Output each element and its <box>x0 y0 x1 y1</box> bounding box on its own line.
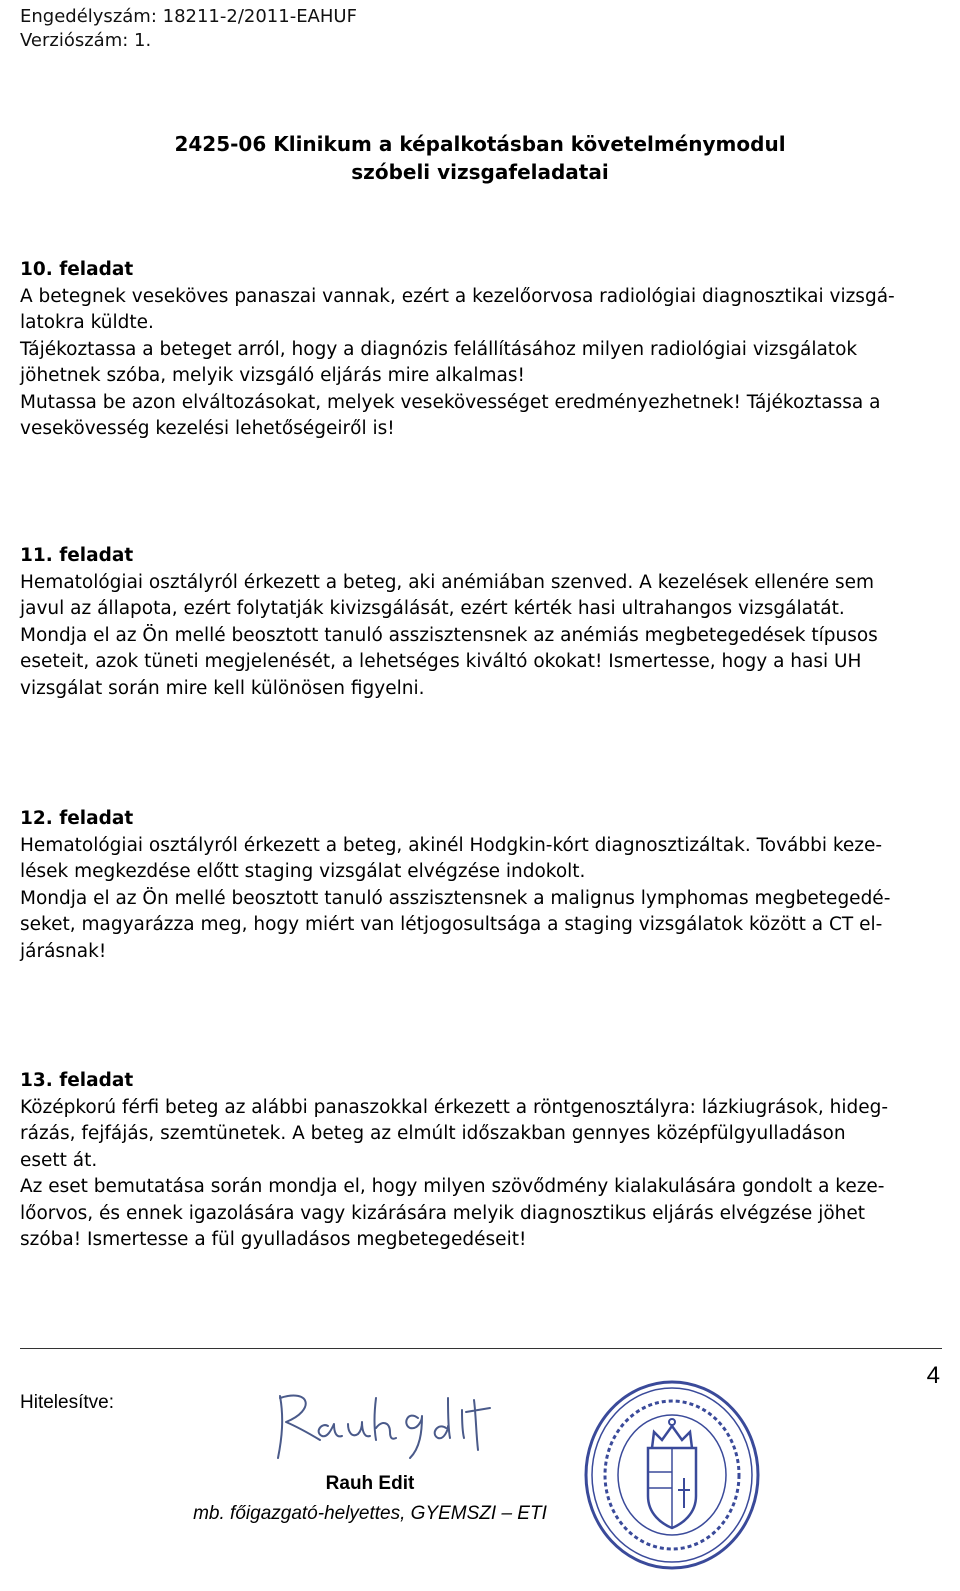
task-text-line: eseteit, azok tüneti megjelenését, a lehetséges kiváltó okokat! Ismertesse, hogy a hasi UH <box>20 651 862 672</box>
task-text-line: Hematológiai osztályról érkezett a beteg, akinél Hodgkin-kórt diagnosztizáltak. További keze- <box>20 834 883 856</box>
task-text-line: Az eset bemutatása során mondja el, hogy milyen szövődmény kialakulására gondolt a keze- <box>20 1176 885 1197</box>
handwritten-signature <box>270 1388 500 1468</box>
document-subtitle: szóbeli vizsgafeladatai <box>351 160 609 184</box>
task-text-line: latokra küldte. <box>20 312 154 333</box>
task-10 <box>20 257 938 443</box>
task-text-line: szóba! Ismertesse a fül gyulladásos megbetegedéseit! <box>20 1229 527 1250</box>
task-13 <box>20 1068 938 1254</box>
task-12 <box>20 806 938 965</box>
task-text-line: Középkorú férfi beteg az alábbi panaszokkal érkezett a röntgenosztályra: lázkiugrások, hideg- <box>20 1096 889 1118</box>
task-title: 12. feladat <box>20 808 134 829</box>
task-text-line: Hematológiai osztályról érkezett a beteg, aki anémiában szenved. A kezelések ellenére sem <box>20 571 875 593</box>
signer-name: Rauh Edit <box>325 1473 415 1494</box>
task-text-line: seket, magyarázza meg, hogy miért van létjogosultsága a staging vizsgálatok között a CT el- <box>20 914 883 935</box>
task-title: 11. feladat <box>20 545 134 566</box>
task-text-line: Mondja el az Ön mellé beosztott tanuló asszisztensnek a malignus lymphomas megbetegedé- <box>20 887 891 909</box>
task-text-line: lések megkezdése előtt staging vizsgálat elvégzése indokolt. <box>20 861 586 882</box>
task-title: 10. feladat <box>20 259 134 280</box>
license-number: Engedélyszám: 18211-2/2011-EAHUF <box>20 6 357 27</box>
task-text-line: A betegnek veseköves panaszai vannak, ezért a kezelőorvosa radiológiai diagnosztikai vizsgá- <box>20 285 895 307</box>
document-title: 2425-06 Klinikum a képalkotásban követelménymodul <box>174 132 786 156</box>
certified-label: Hitelesítve: <box>20 1392 114 1413</box>
task-11 <box>20 543 938 702</box>
page-number: 4 <box>926 1362 940 1389</box>
task-text-line: jöhetnek szóba, melyik vizsgáló eljárás mire alkalmas! <box>20 365 525 386</box>
task-text-line: vizsgálat során mire kell különösen figyelni. <box>20 677 425 699</box>
task-text-line: járásnak! <box>20 940 107 962</box>
task-text-line: Mondja el az Ön mellé beosztott tanuló asszisztensnek az anémiás megbetegedések típusos <box>20 624 878 646</box>
footer-divider <box>20 1348 942 1349</box>
signer-role: mb. főigazgató-helyettes, GYEMSZI – ETI <box>193 1503 547 1524</box>
version-number: Verziószám: 1. <box>20 30 152 51</box>
task-text-line: esett át. <box>20 1149 98 1171</box>
task-text-line: rázás, fejfájás, szemtünetek. A beteg az elmúlt időszakban gennyes középfülgyulladáson <box>20 1123 846 1144</box>
task-text-line: lőorvos, és ennek igazolására vagy kizárására melyik diagnosztikus eljárás elvégzése jöhet <box>20 1202 866 1224</box>
task-text-line: vesekövesség kezelési lehetőségeiről is! <box>20 418 395 439</box>
task-title: 13. feladat <box>20 1070 134 1091</box>
task-text-line: Tájékoztassa a beteget arról, hogy a diagnózis felállításához milyen radiológiai vizsgálatok <box>20 338 858 360</box>
task-text-line: javul az állapota, ezért folytatják kivizsgálását, ezért kérték hasi ultrahangos vizsgálatát. <box>20 598 845 619</box>
official-seal <box>582 1378 762 1573</box>
task-text-line: Mutassa be azon elváltozásokat, melyek vesekövességet eredményezhetnek! Tájékoztassa a <box>20 391 881 413</box>
